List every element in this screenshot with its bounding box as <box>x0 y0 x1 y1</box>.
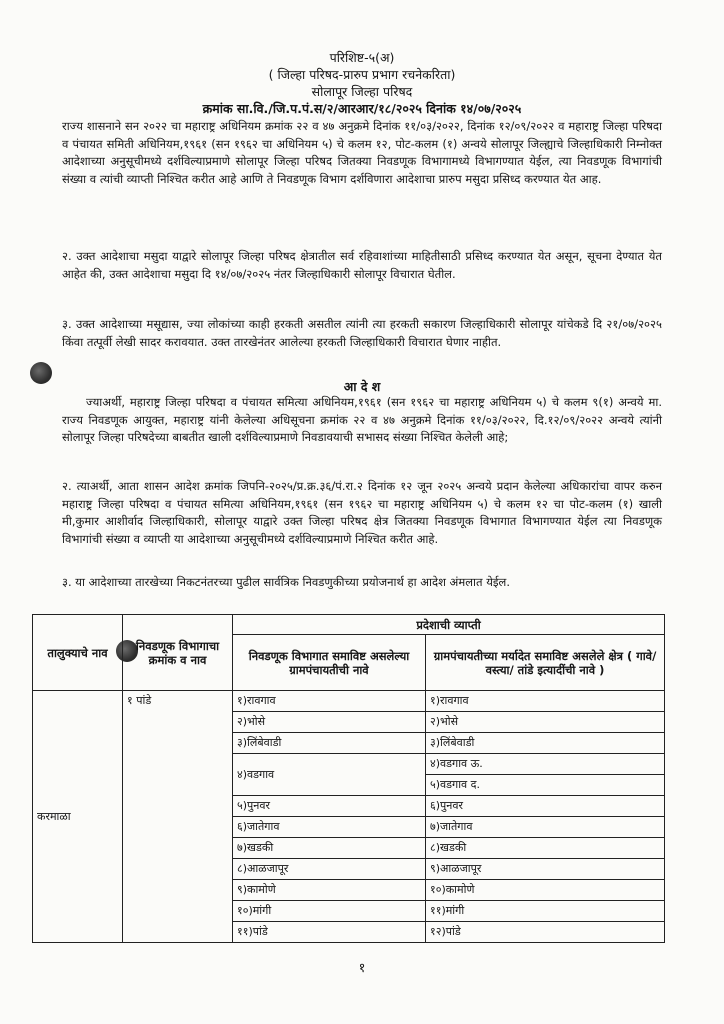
appendix-subtitle: ( जिल्हा परिषद-प्रारुप प्रभाग रचनेकरिता) <box>268 67 456 82</box>
village-row: ७)जातेगाव <box>426 817 665 838</box>
punch-hole-upper <box>30 362 52 384</box>
gp-row: २)भोसे <box>233 712 426 733</box>
village-row: ३)लिंबेवाडी <box>426 733 665 754</box>
village-row: ११)मांगी <box>426 901 665 922</box>
gp-row: ३)लिंबेवाडी <box>233 733 426 754</box>
village-row: ४)वडगाव ऊ. <box>426 754 665 775</box>
order-paragraph-2: २. त्याअर्थी, आता शासन आदेश क्रमांक जिपनि-२०२५/प्र.क्र.३६/पं.रा.२ दिनांक १२ जून २०२५ अन्वये प्रदान केलेल्या अधिकारांचा वापर करुन महाराष्ट्र जिल्हा परिषदा व पंचायत समित्या अधिनियम,१९६१ (सन १९६२ चा महाराष्ट्र अधिनियम ५) चे कलम १२ चा पोट-कलम (१) खाली मी,कुमार आशीर्वाद जिल्हाधिकारी, सोलापूर याद्वारे उक्त जिल्हा परिषद क्षेत्र जितक्या निवडणूक विभागात विभागण्यात येईल त्या निवडणूक विभागांची संख्या व व्याप्ती या आदेशाच्या अनुसूचीमध्ये दर्शविल्याप्रमाणे निश्चित करीत आहे. <box>62 479 662 546</box>
order-paragraph-1: ज्याअर्थी, महाराष्ट्र जिल्हा परिषदा व पंचायत समित्या अधिनियम,१९६१ (सन १९६२ चा महाराष्ट्र अधिनियम ५) चे कलम ९(१) अन्वये मा. राज्य निवडणूक आयुक्त, महाराष्ट्र यांनी केलेल्या अधिसूचना क्रमांक २२ व ४७ अनुक्रमे दिनांक ११/०३/२०२२, दि.१२/०९/२०२२ अन्वये त्यांनी सोलापूर जिल्हा परिषदेच्या बाबतीत खाली दर्शविल्याप्रमाणे निवडावयाची सभासद संख्या निश्चित केलेली आहे; <box>62 395 662 444</box>
division-cell: १ पांडे <box>123 691 233 943</box>
schedule-table <box>32 614 665 943</box>
gp-row: ८)आळजापूर <box>233 859 426 880</box>
header-division: निवडणूक विभागाचा क्रमांक व नाव <box>123 615 233 691</box>
village-row: ६)पुनवर <box>426 796 665 817</box>
village-row: १)रावगाव <box>426 691 665 712</box>
village-row: ५)वडगाव द. <box>426 775 665 796</box>
header-villages: ग्रामपंचायतीच्या मर्यादेत समाविष्ट असलेले क्षेत्र ( गावे/वस्त्या/ तांडे इत्यादींची नावे ) <box>426 635 665 691</box>
gp-row: १०)मांगी <box>233 901 426 922</box>
gp-row: ९)कामोणे <box>233 880 426 901</box>
paragraph-2: २. उक्त आदेशाचा मसुदा याद्वारे सोलापूर जिल्हा परिषद क्षेत्रातील सर्व रहिवाशांच्या माहितीसाठी प्रसिध्द करण्यात येत असून, सूचना देण्यात येत आहेत की, उक्त आदेशाचा मसुदा दि १४/०७/२०२५ नंतर जिल्हाधिकारी सोलापूर विचारात घेतील. <box>62 249 662 281</box>
village-row: ९)आळजापूर <box>426 859 665 880</box>
gp-row: ४)वडगाव <box>233 754 426 796</box>
gp-row: १)रावगाव <box>233 691 426 712</box>
header-taluka: तालुक्याचे नाव <box>33 615 123 691</box>
order-heading: आ दे श <box>343 379 381 394</box>
gp-row: ५)पुनवर <box>233 796 426 817</box>
appendix-title: परिशिष्ट-५(अ) <box>329 50 395 65</box>
gp-row: ६)जातेगाव <box>233 817 426 838</box>
taluka-cell: करमाळा <box>33 691 123 943</box>
village-row: १०)कामोणे <box>426 880 665 901</box>
paragraph-intro: राज्य शासनाने सन २०२२ चा महाराष्ट्र अधिनियम क्रमांक २२ व ४७ अनुक्रमे दिनांक ११/०३/२०२२, दिनांक १२/०९/२०२२ व महाराष्ट्र जिल्हा परिषदा व पंचायत समिती अधिनियम,१९६१ (सन १९६२ चा अधिनियम ५) चे कलम १२, पोट-कलम (१) अन्वये सोलापूर जिल्ह्याचे जिल्हाधिकारी निम्नोक्त आदेशाच्या अनुसूचीमध्ये दर्शविल्याप्रमाणे सोलापूर जिल्हा परिषद जितक्या निवडणूक विभागामध्ये विभागण्यात येईल, त्या निवडणूक विभागांची संख्या व त्यांची व्याप्ती निश्चित करीत आहे आणि ते निवडणूक विभाग दर्शविणारा आदेशाचा प्रारुप मसुदा प्रसिध्द करण्यात येत आह. <box>62 119 662 186</box>
village-row: ८)खडकी <box>426 838 665 859</box>
village-row: २)भोसे <box>426 712 665 733</box>
gp-row: ७)खडकी <box>233 838 426 859</box>
paragraph-3: ३. उक्त आदेशाच्या मसूद्यास, ज्या लोकांच्या काही हरकती असतील त्यांनी त्या हरकती सकारण जिल्हाधिकारी सोलापूर यांचेकडे दि २१/०७/२०२५ किंवा तत्पूर्वी लेखी सादर करावयात. उक्त तारखेनंतर आलेल्या हरकती जिल्हाधिकारी विचारात घेणार नाहीत. <box>62 317 662 349</box>
header-extent: प्रदेशाची व्याप्ती <box>233 615 665 635</box>
header-gram-panchayat: निवडणूक विभागात समाविष्ट असलेल्या ग्रामपंचायतीची नावे <box>233 635 426 691</box>
order-paragraph-3: ३. या आदेशाच्या तारखेच्या निकटनंतरच्या पुढील सार्वत्रिक निवडणुकीच्या प्रयोजनार्थ हा आदेश अंमलात येईल. <box>62 575 510 589</box>
order-reference: क्रमांक सा.वि./जि.प.पं.स/२/आरआर/१८/२०२५ दिनांक १४/०७/२०२५ <box>202 101 522 116</box>
district-council-name: सोलापूर जिल्हा परिषद <box>311 84 413 99</box>
gp-row: ११)पांडे <box>233 922 426 943</box>
village-row: १२)पांडे <box>426 922 665 943</box>
page-number: १ <box>358 961 366 976</box>
